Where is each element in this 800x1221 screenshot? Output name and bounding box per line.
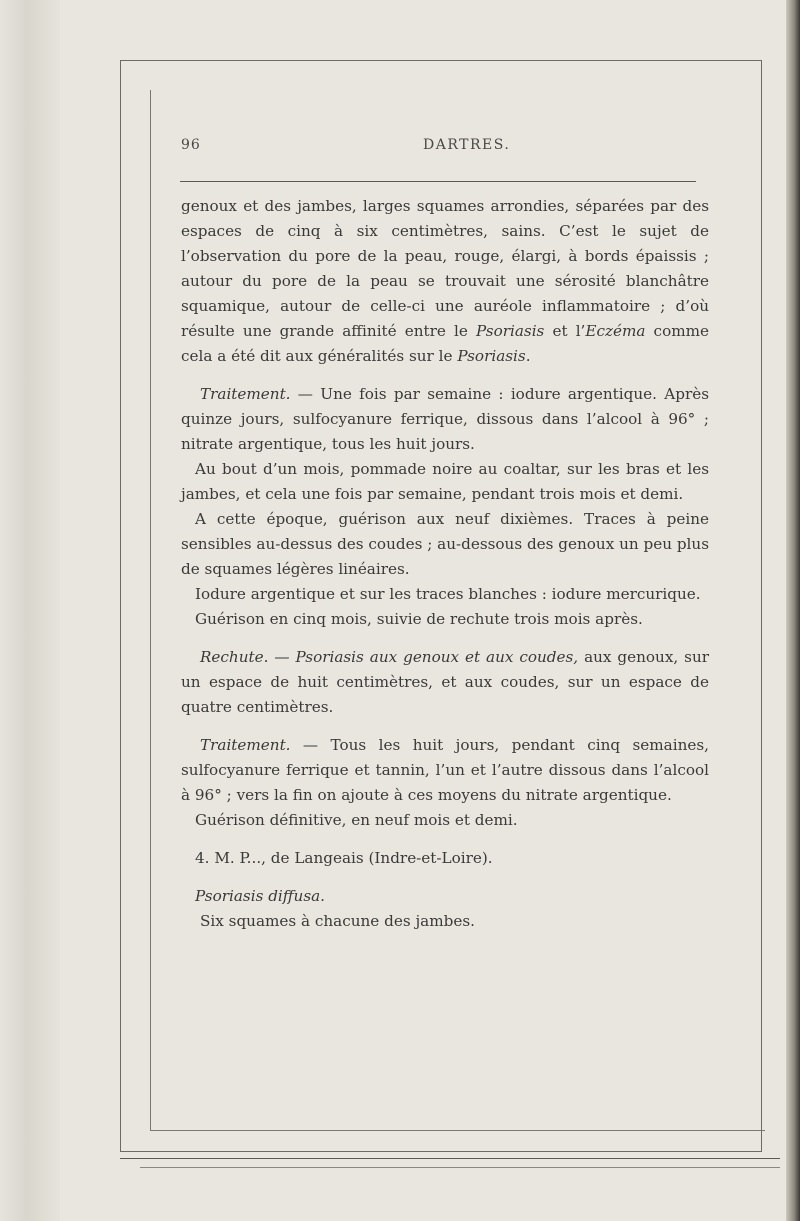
bottom-rule	[120, 1158, 780, 1159]
page-header	[181, 137, 701, 159]
paragraph-coaltar: Au bout d’un mois, pommade noire au coaltar, sur les bras et les jambes, et cela une fois par semaine, pendant trois mois et demi.	[181, 460, 709, 503]
paragraph-relapse: Rechute. — Psoriasis aux genoux et aux coudes, aux genoux, sur un espace de huit centimètres, et aux coudes, sur un espace de quatre centimètres.	[181, 648, 709, 716]
paragraph-observation: genoux et des jambes, larges squames arrondies, séparées par des espaces de cinq à six centimètres, sains. C’est le sujet de l’observation du pore de la peau, rouge, élargi, à bords épaissis ; autour du pore de la peau se trouvait une sérosité blanchâtre squamique, autour de celle-ci une auréole inflammatoire ; d’où résulte une grande affinité entre le Psoriasis et l’Eczéma comme cela a été dit aux généralités sur le Psoriasis.	[181, 197, 709, 365]
paragraph-healing-partial: A cette époque, guérison aux neuf dixièmes. Traces à peine sensibles au-dessus des coudes ; au-dessous des genoux un peu plus de squames légères linéaires.	[181, 510, 709, 578]
paragraph-diagnosis: Psoriasis diffusa.	[195, 887, 325, 905]
page-number: 96	[181, 137, 201, 153]
paragraph-final-healing: Guérison définitive, en neuf mois et demi.	[195, 811, 518, 829]
bottom-rule-secondary	[140, 1167, 780, 1168]
paragraph-treatment-1: Traitement. — Une fois par semaine : iodure argentique. Après quinze jours, sulfocyanure ferrique, dissous dans l’alcool à 96° ; nitrate argentique, tous les huit jours.	[181, 385, 709, 453]
scan-left-margin	[0, 0, 60, 1221]
paragraph-iodure: Iodure argentique et sur les traces blanches : iodure mercurique.	[195, 585, 701, 603]
header-rule	[180, 181, 696, 182]
page-body	[181, 194, 709, 934]
paragraph-relapse-note: Guérison en cinq mois, suivie de rechute trois mois après.	[195, 610, 643, 628]
scan-right-edge	[786, 0, 800, 1221]
paragraph-squames: Six squames à chacune des jambes.	[200, 912, 475, 930]
paragraph-case-4: 4. M. P..., de Langeais (Indre-et-Loire).	[195, 849, 493, 867]
running-head: DARTRES.	[423, 137, 511, 153]
paragraph-treatment-2: Traitement. — Tous les huit jours, pendant cinq semaines, sulfocyanure ferrique et tannin, l’un et l’autre dissous dans l’alcool à 96° ; vers la fin on ajoute à ces moyens du nitrate argentique.	[181, 736, 709, 804]
